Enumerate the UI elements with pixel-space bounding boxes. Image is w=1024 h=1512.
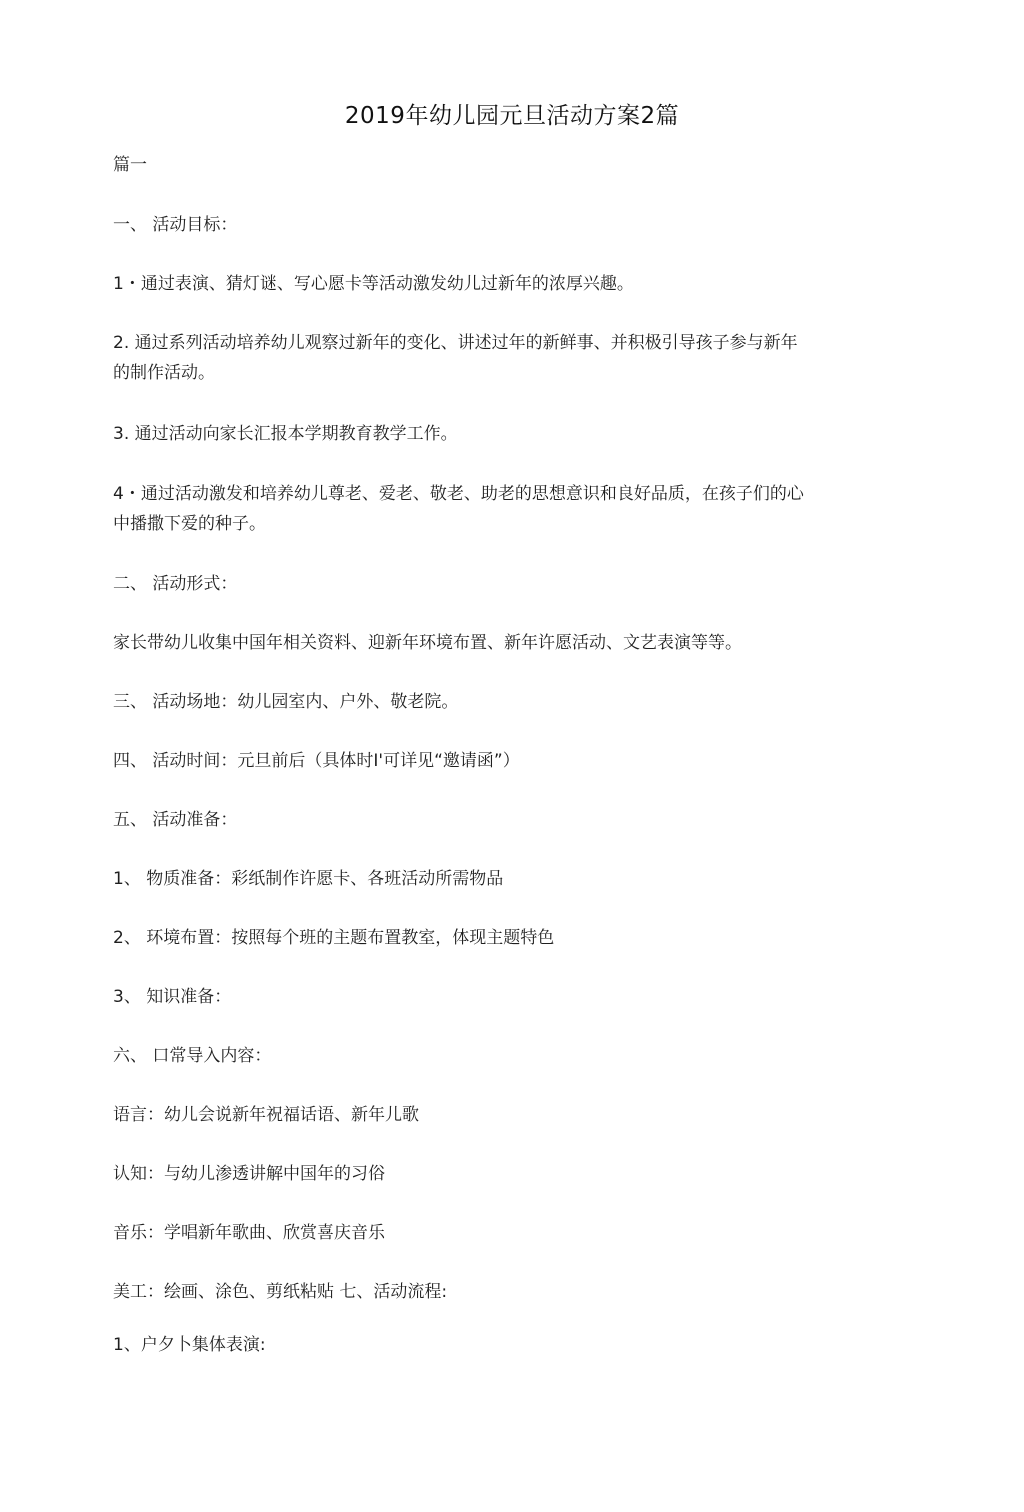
heading-activity-goals: 一、 活动目标： — [113, 215, 238, 235]
goal-item-2 — [113, 328, 903, 388]
goal-item-4-line-1: 4・通过活动激发和培养幼儿尊老、爱老、敬老、助老的思想意识和良好品质，在孩子们的心 — [113, 484, 804, 504]
heading-activity-format: 二、 活动形式： — [113, 574, 238, 594]
heading-daily-content: 六、 口常导入内容： — [113, 1046, 272, 1066]
goal-item-1: 1・通过表演、猜灯谜、写心愿卡等活动激发幼儿过新年的浓厚兴趣。 — [113, 274, 634, 294]
section-label-part-one: 篇一 — [113, 155, 147, 175]
goal-item-3: 3. 通过活动向家长汇报本学期教育教学工作。 — [113, 424, 458, 444]
goal-item-4-line-2: 中播撒下爱的种子。 — [113, 514, 266, 534]
content-cognition: 认知：与幼儿渗透讲解中国年的习俗 — [113, 1164, 385, 1184]
prep-item-3: 3、 知识准备： — [113, 987, 232, 1007]
content-language: 语言：幼儿会说新年祝福话语、新年儿歌 — [113, 1105, 419, 1125]
content-art-and-process-heading: 美工：绘画、涂色、剪纸粘贴 七、活动流程: — [113, 1282, 448, 1302]
process-item-1: 1、户夕卜集体表演: — [113, 1335, 266, 1355]
goal-item-2-line-2: 的制作活动。 — [113, 363, 215, 383]
goal-item-2-line-1: 2. 通过系列活动培养幼儿观察过新年的变化、讲述过年的新鲜事、并积极引导孩子参与新年 — [113, 333, 798, 353]
activity-format-text: 家长带幼儿收集中国年相关资料、迎新年环境布置、新年许愿活动、文艺表演等等。 — [113, 633, 742, 653]
prep-item-2: 2、 环境布置：按照每个班的主题布置教室，体现主题特色 — [113, 928, 555, 948]
goal-item-4 — [113, 479, 903, 539]
prep-item-1: 1、 物质准备：彩纸制作许愿卡、各班活动所需物品 — [113, 869, 504, 889]
content-music: 音乐：学唱新年歌曲、欣赏喜庆音乐 — [113, 1223, 385, 1243]
heading-activity-venue: 三、 活动场地：幼儿园室内、户外、敬老院。 — [113, 692, 459, 712]
document-title: 2019年幼儿园元旦活动方案2篇 — [344, 103, 680, 129]
heading-activity-time: 四、 活动时间：元旦前后（具体时I'可详见“邀请函”） — [113, 751, 520, 771]
heading-activity-preparation: 五、 活动准备： — [113, 810, 238, 830]
